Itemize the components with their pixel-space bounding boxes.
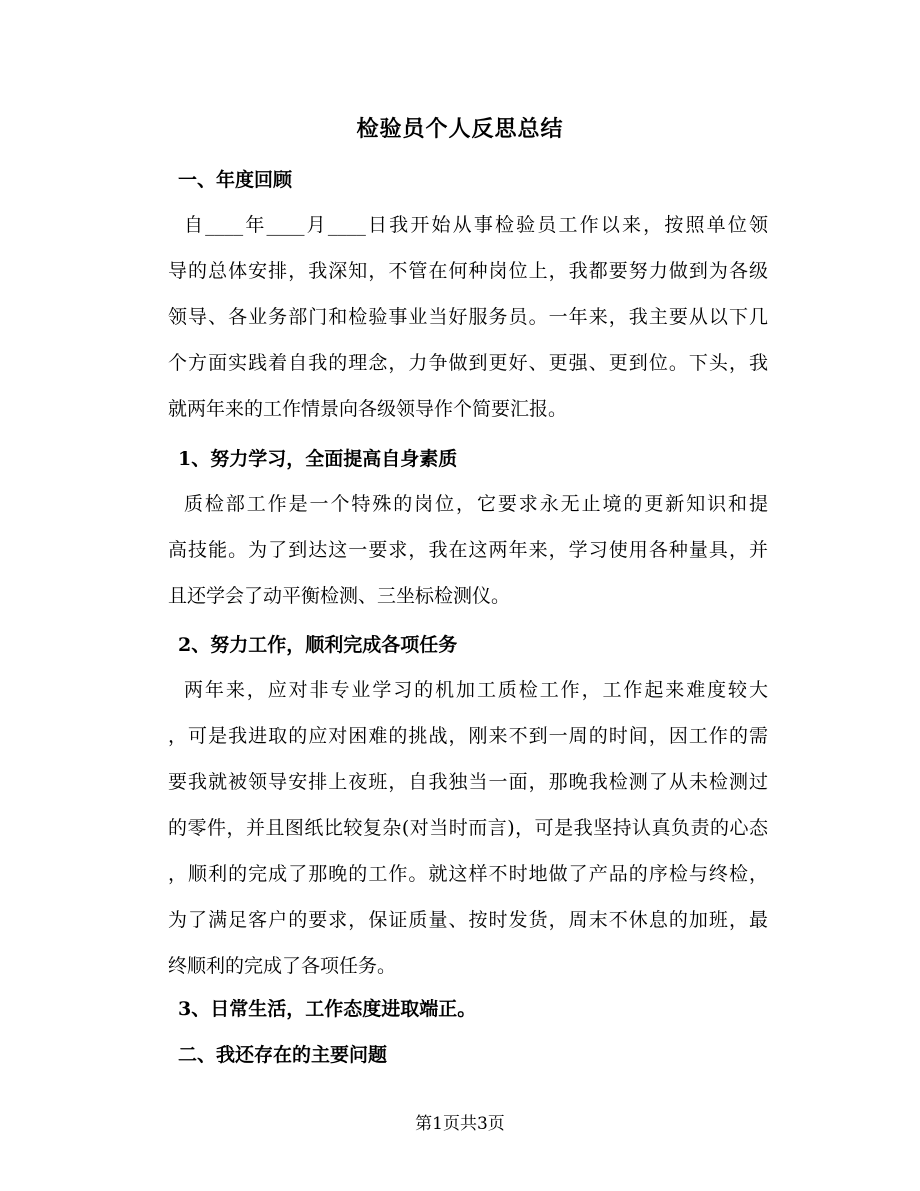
paragraph-line: 高技能。为了到达这一要求，我在这两年来，学习使用各种量具，并 [168,539,768,561]
paragraph-study [168,481,768,619]
paragraph-line: 自____年____月____日我开始从事检验员工作以来，按照单位领 [184,214,768,236]
paragraph-work [168,667,768,989]
paragraph-annual-review [168,202,768,432]
subheading-study: 1、努力学习，全面提高自身素质 [178,448,458,470]
section-heading-problems: 二、我还存在的主要问题 [178,1044,388,1066]
page-number-footer: 第1页共3页 [415,1114,505,1134]
subheading-attitude: 3、日常生活，工作态度进取端正。 [178,998,477,1020]
paragraph-line: 为了满足客户的要求，保证质量、按时发货，周末不休息的加班，最 [168,909,768,931]
section-heading-annual-review: 一、年度回顾 [178,169,293,191]
paragraph-line: 导的总体安排，我深知，不管在何种岗位上，我都要努力做到为各级 [168,260,768,282]
paragraph-line: 的零件，并且图纸比较复杂(对当时而言)，可是我坚持认真负责的心态 [168,817,768,839]
paragraph-line: 就两年来的工作情景向各级领导作个简要汇报。 [168,398,568,420]
paragraph-line: 要我就被领导安排上夜班，自我独当一面，那晚我检测了从未检测过 [168,771,768,793]
paragraph-line: ，顺利的完成了那晚的工作。就这样不时地做了产品的序检与终检， [168,863,768,885]
paragraph-line: 终顺利的完成了各项任务。 [168,955,397,977]
subheading-work: 2、努力工作，顺利完成各项任务 [178,634,458,656]
paragraph-line: 两年来，应对非专业学习的机加工质检工作，工作起来难度较大 [184,679,768,701]
document-title: 检验员个人反思总结 [356,116,564,142]
paragraph-line: ，可是我进取的应对困难的挑战，刚来不到一周的时间，因工作的需 [168,725,768,747]
paragraph-line: 个方面实践着自我的理念，力争做到更好、更强、更到位。下头，我 [168,352,768,374]
paragraph-line: 领导、各业务部门和检验事业当好服务员。一年来，我主要从以下几 [168,306,768,328]
paragraph-line: 质检部工作是一个特殊的岗位，它要求永无止境的更新知识和提 [184,493,768,515]
paragraph-line: 且还学会了动平衡检测、三坐标检测仪。 [168,585,511,607]
